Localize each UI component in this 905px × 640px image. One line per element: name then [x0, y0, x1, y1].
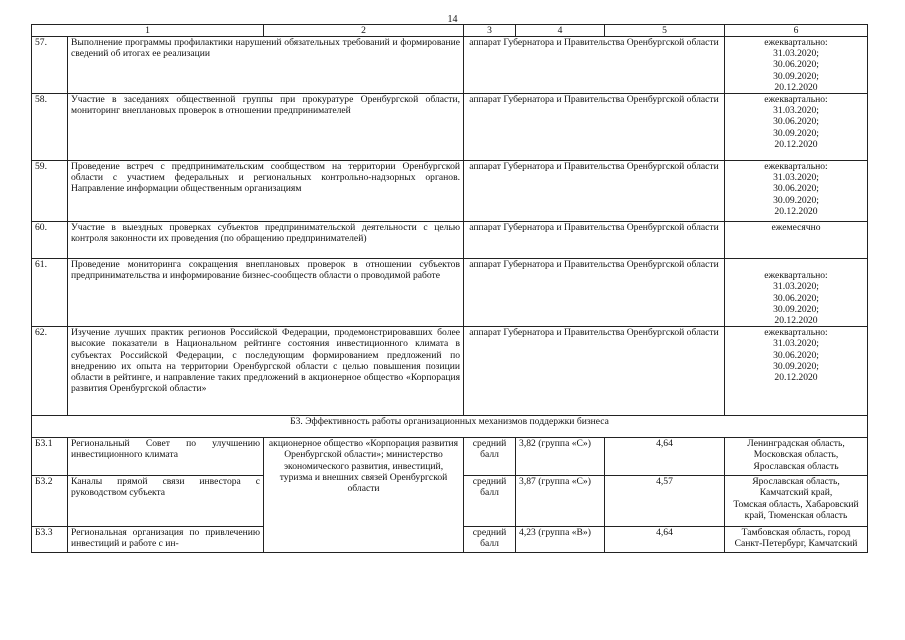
header-col-3: 3	[464, 25, 516, 37]
table-row	[32, 259, 868, 327]
row-value: 3,87 (группа «С»)	[516, 476, 605, 527]
row-target: 4,64	[605, 438, 725, 476]
schedule-line	[728, 259, 864, 270]
row-schedule	[725, 222, 868, 259]
row-number: Б3.1	[32, 438, 68, 476]
table-row	[32, 222, 868, 259]
header-col-4: 4	[516, 25, 605, 37]
header-col-6: 6	[725, 25, 868, 37]
schedule-line: ежеквартально:	[764, 327, 828, 339]
row-unit: средний балл	[464, 438, 516, 476]
row-number: 61.	[32, 259, 68, 327]
table-row	[32, 37, 868, 94]
schedule-line: 20.12.2020	[774, 372, 818, 384]
header-col-2: 2	[264, 25, 464, 37]
row-schedule	[725, 161, 868, 222]
schedule-line: 30.09.2020;	[773, 194, 819, 206]
schedule-line: 30.06.2020;	[773, 116, 819, 128]
row-number: 60.	[32, 222, 68, 259]
row-leaders	[725, 438, 868, 476]
schedule-line: 30.09.2020;	[773, 70, 819, 82]
leader-line: Ленинградская область,	[747, 438, 845, 450]
row-responsible: аппарат Губернатора и Правительства Оренбургской области	[464, 37, 725, 94]
row-title: Региональный Совет по улучшению инвестиционного климата	[68, 438, 264, 476]
row-value: 3,82 (группа «С»)	[516, 438, 605, 476]
row-number: 59.	[32, 161, 68, 222]
plan-table	[31, 24, 868, 553]
schedule-line: 30.06.2020;	[773, 59, 819, 71]
row-unit: средний балл	[464, 527, 516, 553]
section-title: Б3. Эффективность работы организационных механизмов поддержки бизнеса	[32, 416, 868, 438]
leader-line: Ярославская область,	[752, 476, 840, 488]
schedule-line: 20.12.2020	[774, 81, 818, 93]
leader-line: Санкт-Петербург, Камчатский	[734, 538, 858, 550]
row-title: Региональная организация по привлечению инвестиций и работе с ин-	[68, 527, 264, 553]
schedule-line: 30.09.2020;	[773, 303, 819, 315]
row-title: Выполнение программы профилактики нарушений обязательных требований и формирование сведений об итогах ее реализации	[68, 37, 464, 94]
leader-line: Московская область,	[753, 449, 839, 461]
section-row	[32, 416, 868, 438]
row-number: 58.	[32, 94, 68, 161]
schedule-line: 30.06.2020;	[773, 349, 819, 361]
schedule-line: 20.12.2020	[774, 315, 818, 327]
row-responsible: аппарат Губернатора и Правительства Оренбургской области	[464, 94, 725, 161]
schedule-line: ежеквартально:	[764, 37, 828, 48]
table-row	[32, 94, 868, 161]
table-row	[32, 161, 868, 222]
row-schedule	[725, 37, 868, 94]
leader-line: край, Тюменская область	[744, 509, 848, 521]
schedule-line: ежеквартально:	[764, 94, 828, 106]
row-schedule	[725, 327, 868, 416]
leader-line: Томская область, Хабаровский	[733, 498, 859, 510]
schedule-line: 31.03.2020;	[773, 48, 819, 60]
schedule-line: 30.09.2020;	[773, 127, 819, 139]
row-title: Участие в выездных проверках субъектов предпринимательской деятельности с целью контроля законности их проведения (по обращению предпринимателей)	[68, 222, 464, 259]
leader-line: Камчатский край,	[759, 487, 833, 499]
table-row	[32, 327, 868, 416]
row-responsible: аппарат Губернатора и Правительства Оренбургской области	[464, 259, 725, 327]
schedule-line: 31.03.2020;	[773, 338, 819, 350]
schedule-line: ежеквартально:	[764, 161, 828, 173]
row-target: 4,64	[605, 527, 725, 553]
row-responsible: аппарат Губернатора и Правительства Оренбургской области	[464, 161, 725, 222]
row-number: 62.	[32, 327, 68, 416]
row-schedule	[725, 259, 868, 327]
schedule-line: 20.12.2020	[774, 205, 818, 217]
schedule-line: ежеквартально:	[764, 270, 828, 282]
row-leaders	[725, 476, 868, 527]
leader-line: Ярославская область	[753, 460, 839, 472]
row-unit: средний балл	[464, 476, 516, 527]
header-col-1: 1	[32, 25, 264, 37]
page-number: 14	[447, 14, 458, 25]
row-title: Каналы прямой связи инвестора с руководством субъекта	[68, 476, 264, 527]
schedule-line: ежемесячно	[771, 222, 821, 234]
row-value: 4,23 (группа «В»)	[516, 527, 605, 553]
row-number: Б3.3	[32, 527, 68, 553]
row-number: 57.	[32, 37, 68, 94]
header-col-5: 5	[605, 25, 725, 37]
row-responsible: аппарат Губернатора и Правительства Оренбургской области	[464, 327, 725, 416]
schedule-line: 20.12.2020	[774, 138, 818, 150]
row-title: Проведение мониторинга сокращения внеплановых проверок в отношении субъектов предпринимательства и информирование бизнес-сообществ области о проводимой работе	[68, 259, 464, 327]
row-schedule	[725, 94, 868, 161]
schedule-line: 30.06.2020;	[773, 183, 819, 195]
table-row	[32, 438, 868, 476]
row-responsible: акционерное общество «Корпорация развития Оренбургской области»; министерство экономического развития, инвестиций, туризма и внешних связей Оренбургской области	[264, 438, 464, 553]
schedule-line: 31.03.2020;	[773, 281, 819, 293]
schedule-line: 31.03.2020;	[773, 105, 819, 117]
column-number-header	[32, 25, 868, 37]
row-number: Б3.2	[32, 476, 68, 527]
schedule-line: 30.09.2020;	[773, 360, 819, 372]
row-title: Изучение лучших практик регионов Российской Федерации, продемонстрировавших более высокие показатели в Национальном рейтинге состояния инвестиционного климата в субъектах Российской Федерации, с последующим формированием предложений по внедрению их опыта на территории Оренбургской области с целью повышения позиции области в рейтинге, и направление таких предложений в акционерное общество «Корпорация развития Оренбургской области»	[68, 327, 464, 416]
row-target: 4,57	[605, 476, 725, 527]
schedule-line: 31.03.2020;	[773, 172, 819, 184]
schedule-line: 30.06.2020;	[773, 292, 819, 304]
row-leaders	[725, 527, 868, 553]
row-title: Проведение встреч с предпринимательским сообществом на территории Оренбургской области с участием федеральных и региональных контрольно-надзорных органов. Направление информации общественным организациям	[68, 161, 464, 222]
row-title: Участие в заседаниях общественной группы при прокуратуре Оренбургской области, мониторинг внеплановых проверок в отношении предпринимателей	[68, 94, 464, 161]
row-responsible: аппарат Губернатора и Правительства Оренбургской области	[464, 222, 725, 259]
leader-line: Тамбовская область, город	[741, 527, 851, 539]
